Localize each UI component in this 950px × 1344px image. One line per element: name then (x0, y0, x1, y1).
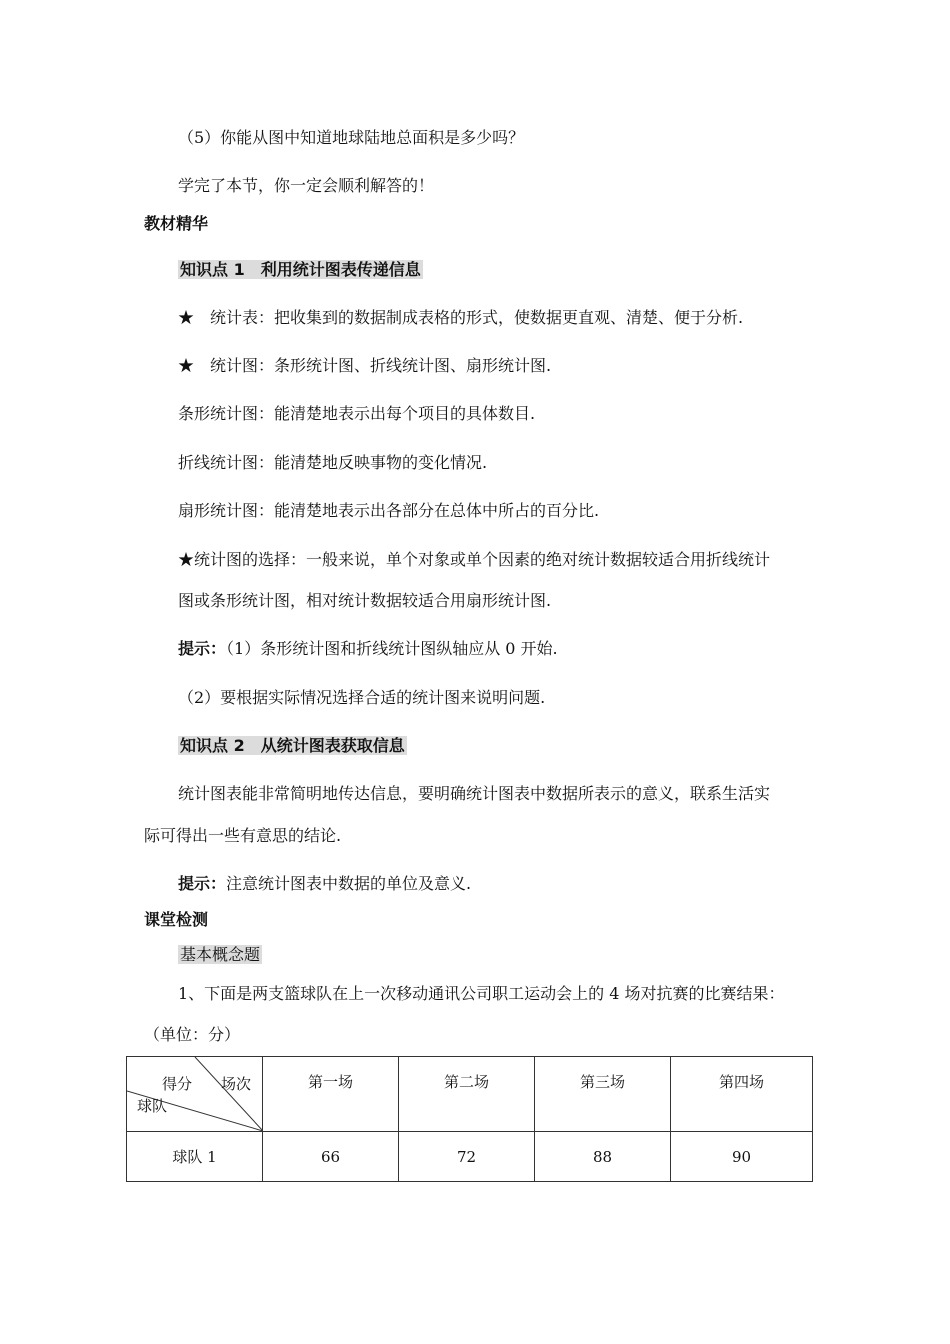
row-label-team: 球队 1 (127, 1132, 263, 1182)
closing-sentence: 学完了本节，你一定会顺利解答的！ (178, 176, 435, 195)
table-row (127, 1132, 813, 1182)
knowledge-point-2-heading (178, 735, 407, 757)
line-chart-definition: 折线统计图：能清楚地反映事物的变化情况. (178, 453, 488, 472)
star-statistics-table: ★ 统计表：把收集到的数据制成表格的形式，使数据更直观、清楚、便于分析. (178, 308, 744, 327)
table-cell: 90 (671, 1132, 813, 1182)
table-header-row (127, 1057, 813, 1132)
heading-highlight: 知识点 2 从统计图表获取信息 (180, 736, 405, 755)
column-header: 第四场 (671, 1057, 813, 1132)
unit-note: （单位：分） (144, 1025, 241, 1044)
section-title-class-test: 课堂检测 (144, 910, 209, 929)
column-header: 第二场 (399, 1057, 535, 1132)
section-title-textbook-essence: 教材精华 (144, 214, 209, 233)
tip-label: 提示： (178, 639, 227, 658)
subtitle-highlight: 基本概念题 (180, 945, 261, 964)
question-5: （5）你能从图中知道地球陆地总面积是多少吗？ (178, 128, 525, 147)
kp2-body-line-1: 统计图表能非常简明地传达信息，要明确统计图表中数据所表示的意义，联系生活实 (178, 784, 771, 803)
tip-2: （2）要根据实际情况选择合适的统计图来说明问题. (178, 688, 546, 707)
question-1: 1、下面是两支篮球队在上一次移动通讯公司职工运动会上的 4 场对抗赛的比赛结果： (178, 984, 785, 1003)
knowledge-point-1-heading (178, 259, 423, 281)
score-table (126, 1056, 813, 1182)
column-header: 第一场 (263, 1057, 399, 1132)
bar-chart-definition: 条形统计图：能清楚地表示出每个项目的具体数目. (178, 404, 536, 423)
tip-1-text: （1）条形统计图和折线统计图纵轴应从 0 开始. (226, 639, 558, 658)
tip-1 (178, 638, 558, 660)
kp2-tip-text: 注意统计图表中数据的单位及意义. (226, 874, 472, 893)
corner-label-game: 场次 (221, 1075, 252, 1093)
table-cell: 88 (535, 1132, 671, 1182)
table-cell: 66 (263, 1132, 399, 1182)
heading-highlight: 知识点 1 利用统计图表传递信息 (180, 260, 421, 279)
chart-choice-line-1: ★统计图的选择：一般来说，单个对象或单个因素的绝对统计数据较适合用折线统计 (178, 550, 771, 569)
pie-chart-definition: 扇形统计图：能清楚地表示出各部分在总体中所占的百分比. (178, 501, 600, 520)
chart-choice-line-2: 图或条形统计图，相对统计数据较适合用扇形统计图. (178, 591, 552, 610)
table-cell: 72 (399, 1132, 535, 1182)
basic-concepts-subtitle (178, 944, 262, 966)
diagonal-header-cell (127, 1057, 263, 1132)
corner-label-team: 球队 (137, 1097, 168, 1115)
column-header: 第三场 (535, 1057, 671, 1132)
kp2-tip (178, 873, 471, 895)
corner-label-score: 得分 (162, 1075, 193, 1093)
star-statistics-chart: ★ 统计图：条形统计图、折线统计图、扇形统计图. (178, 356, 552, 375)
tip-label: 提示： (178, 874, 227, 893)
kp2-body-line-2: 际可得出一些有意思的结论. (144, 826, 342, 845)
diagonal-lines (127, 1057, 263, 1131)
